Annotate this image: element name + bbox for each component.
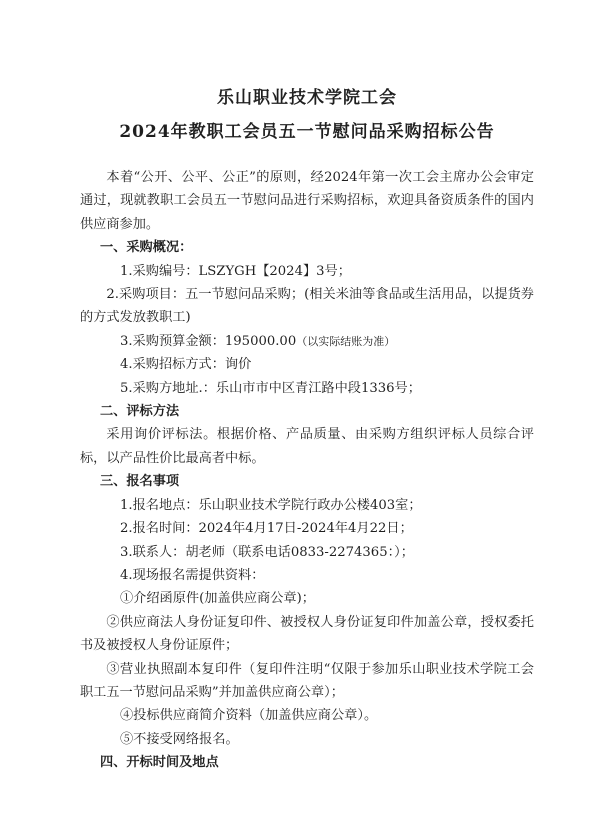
budget-note: （以实际结账为准）	[296, 334, 396, 348]
document-body	[80, 166, 534, 775]
section-3-sub-3: ③营业执照副本复印件（复印件注明“仅限于参加乐山职业技术学院工会职工五一节慰问品采购”并加盖供应商公章）；	[80, 661, 534, 700]
section-3-sub-1: ①介绍函原件(加盖供应商公章)；	[120, 591, 315, 607]
section-3-heading: 三、报名事项	[100, 474, 180, 490]
section-3-sub-4: ④投标供应商简介资料（加盖供应商公章）。	[120, 708, 378, 724]
section-3-item-3: 3.联系人：胡老师（联系电话0833-2274365：）；	[120, 544, 414, 560]
section-3-sub-5: ⑤不接受网络报名。	[120, 731, 239, 747]
section-2-text: 采用询价评标法。根据价格、产品质量、由采购方组织评标人员综合评标，以产品性价比最高者中标。	[80, 427, 534, 466]
intro-paragraph: 本着“公开、公平、公正”的原则，经2024年第一次工会主席办公会审定通过，现就教职工会员五一节慰问品进行采购招标，欢迎具备资质条件的国内供应商参加。	[80, 170, 534, 232]
document-title-org: 乐山职业技术学院工会	[217, 88, 397, 108]
section-1-heading: 一、采购概况：	[100, 240, 193, 256]
section-2-heading: 二、评标方法	[100, 404, 180, 420]
section-1-item-1: 1.采购编号：LSZYGH【2024】3号；	[120, 263, 351, 279]
budget-amount: 3.采购预算金额：195000.00	[120, 333, 297, 349]
section-3-item-4: 4.现场报名需提供资料：	[120, 567, 265, 583]
section-3-item-2: 2.报名时间：2024年4月17日-2024年4月22日；	[120, 521, 413, 537]
document-title-main: 2024年教职工会员五一节慰问品采购招标公告	[119, 122, 495, 142]
section-3-item-1: 1.报名地点：乐山职业技术学院行政办公楼403室；	[120, 497, 422, 513]
section-1-item-5: 5.采购方地址.：乐山市市中区青江路中段1336号；	[120, 380, 421, 396]
section-1-item-2: 2.采购项目：五一节慰问品采购；(相关米油等食品或生活用品，以提货券的方式发放教职工)	[80, 287, 534, 326]
section-3-sub-2: ②供应商法人身份证复印件、被授权人身份证复印件加盖公章，授权委托书及被授权人身份证原件；	[80, 614, 534, 654]
section-1-item-4: 4.采购招标方式：询价	[120, 357, 252, 373]
section-1-item-3	[80, 330, 534, 353]
section-4-heading: 四、开标时间及地点	[100, 755, 219, 771]
